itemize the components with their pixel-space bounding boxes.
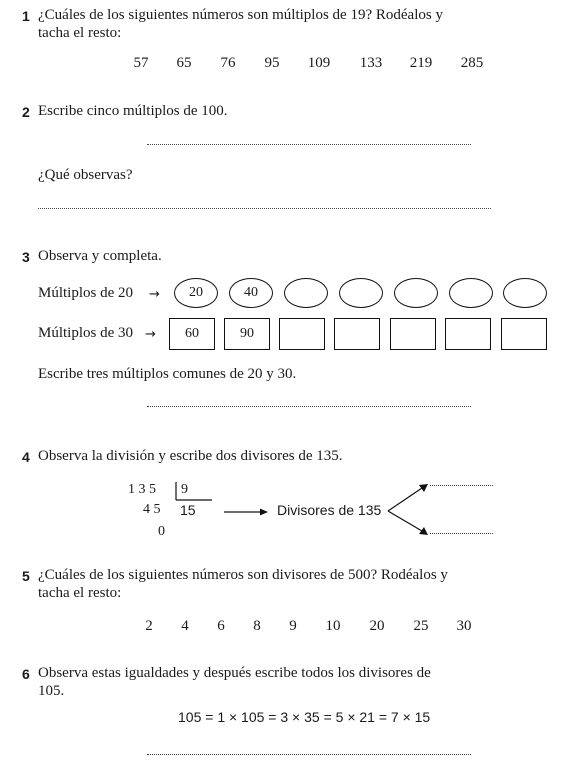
question-text-cont: tacha el resto: <box>38 25 122 41</box>
multiple-30-box[interactable]: 90 <box>224 318 270 350</box>
number-option[interactable]: 8 <box>253 618 261 634</box>
row-label-multiples-20: Múltiplos de 20 <box>38 285 134 301</box>
question-number: 1 <box>22 8 30 24</box>
number-option[interactable]: 285 <box>460 55 484 71</box>
question-text: Escribe cinco múltiplos de 100. <box>38 103 228 119</box>
question-number: 5 <box>22 568 30 584</box>
number-option[interactable]: 109 <box>307 55 331 71</box>
question-subtext: ¿Qué observas? <box>38 167 133 183</box>
number-option[interactable]: 25 <box>413 618 429 634</box>
question-number: 3 <box>22 249 30 265</box>
branch-arrow-up-icon <box>388 488 422 511</box>
number-option[interactable]: 10 <box>325 618 341 634</box>
number-option[interactable]: 76 <box>220 55 236 71</box>
question-text: ¿Cuáles de los siguientes números son múltiplos de 19? Rodéalos y <box>38 7 443 23</box>
arrowhead-icon <box>260 509 268 516</box>
question-subtext: Escribe tres múltiplos comunes de 20 y 30. <box>38 366 297 382</box>
arrow-right-icon: → <box>149 287 160 302</box>
divisors-label: Divisores de 135 <box>277 502 382 518</box>
number-option[interactable]: 2 <box>145 618 153 634</box>
question-text-cont: 105. <box>38 683 65 699</box>
number-option[interactable]: 9 <box>289 618 297 634</box>
arrowhead-icon <box>419 484 428 492</box>
question-number: 2 <box>22 104 30 120</box>
question-text: ¿Cuáles de los siguientes números son divisores de 500? Rodéalos y <box>38 567 448 583</box>
number-option[interactable]: 6 <box>217 618 225 634</box>
branch-arrow-down-icon <box>388 511 422 531</box>
number-option[interactable]: 30 <box>456 618 472 634</box>
number-option[interactable]: 65 <box>176 55 192 71</box>
division-dividend: 1 3 5 <box>128 482 156 497</box>
number-option[interactable]: 133 <box>359 55 383 71</box>
question-number: 4 <box>22 449 30 465</box>
division-final-remainder: 0 <box>158 524 165 539</box>
number-option[interactable]: 57 <box>133 55 149 71</box>
arrow-right-icon: → <box>145 327 156 342</box>
division-quotient: 15 <box>180 502 196 518</box>
division-divisor: 9 <box>181 482 188 497</box>
number-option[interactable]: 20 <box>369 618 385 634</box>
question-text-cont: tacha el resto: <box>38 585 122 601</box>
answer-line[interactable] <box>147 754 471 755</box>
division-remainder: 4 5 <box>143 502 161 517</box>
question-text: Observa la división y escribe dos divisores de 135. <box>38 448 343 464</box>
number-option[interactable]: 95 <box>264 55 280 71</box>
multiple-30-box[interactable]: 60 <box>169 318 215 350</box>
question-number: 6 <box>22 666 30 682</box>
number-option[interactable]: 4 <box>181 618 189 634</box>
row-label-multiples-30: Múltiplos de 30 <box>38 325 134 341</box>
equation: 105 = 1 × 105 = 3 × 35 = 5 × 21 = 7 × 15 <box>178 709 431 725</box>
question-text: Observa estas igualdades y después escribe todos los divisores de <box>38 665 431 681</box>
arrowhead-icon <box>419 527 428 535</box>
multiple-20-oval[interactable]: 20 <box>174 278 218 308</box>
multiple-20-oval[interactable]: 40 <box>229 278 273 308</box>
number-option[interactable]: 219 <box>409 55 433 71</box>
question-text: Observa y completa. <box>38 248 162 264</box>
